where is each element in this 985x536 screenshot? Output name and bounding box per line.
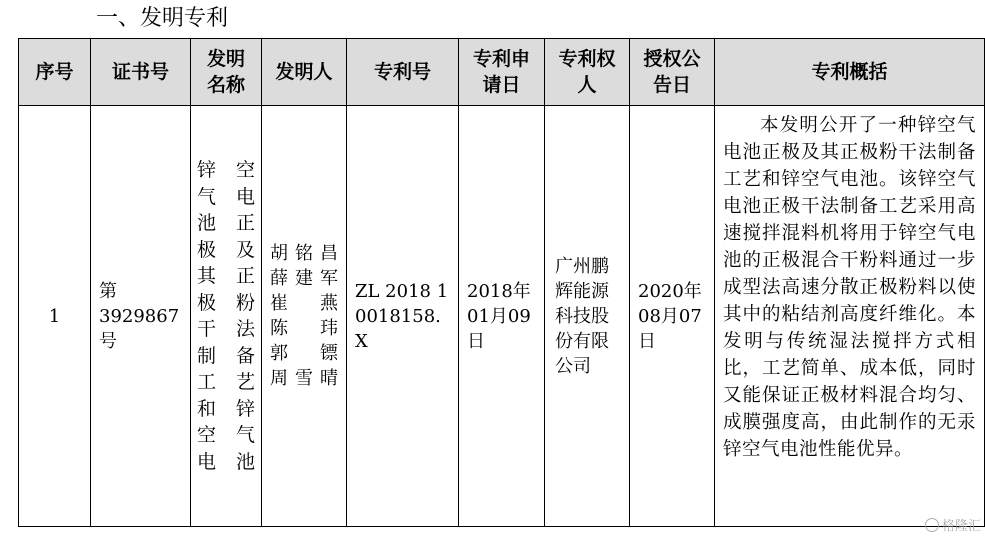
cell-line: 干法 [197,318,255,340]
invention-name-cell [191,106,262,527]
cell-line: 气电 [197,185,255,208]
summary-text: 本发明公开了一种锌空气电池正极及其正极粉干法制备工艺和锌空气电池。该锌空气电池正极干法制备工艺采用高速搅拌混料机将用于锌空气电池的正极混合干粉料通过一步成型法高速分散正极粉料以使其中的粘结剂高度纤维化。本发明与传统湿法搅拌方式相比，工艺简单、成本低，同时又能保证正极材料混合均匀、成膜强度高，由此制作的无汞锌空气电池性能优异。 [723,115,976,460]
cell-line: 其正 [197,265,255,287]
cell-line: 池正 [197,212,255,234]
table-row [19,106,985,527]
cell-line: 制备 [197,344,255,367]
patent-table [18,38,985,527]
header-cell: 专利概括 [715,39,985,106]
table-header-row [19,39,985,106]
cell-line: 胡铭昌 [270,243,338,264]
watermark [925,515,981,534]
patent-number-cell: ZL 2018 10018158.X [347,106,459,527]
section-title: 一、发明专利 [96,6,229,31]
header-cell: 发明人 [262,39,347,106]
grant-date-cell: 2020年 08月07 日 [630,106,715,527]
cell-line: 和锌 [197,397,255,420]
cell-line: 郭镖 [270,343,338,364]
watermark-text: 格隆汇 [941,519,981,534]
cell-line: 极及 [197,238,255,261]
serial-number-cell: 1 [19,106,91,527]
cell-line: 极粉 [197,291,255,314]
application-date-cell: 2018年 01月09 日 [459,106,545,527]
certificate-number-cell: 第 3929867 号 [91,106,191,527]
cell-line: 电池 [197,450,255,473]
header-cell: 专利号 [347,39,459,106]
header-cell: 专利权 人 [545,39,630,106]
header-cell: 专利申 请日 [459,39,545,106]
header-cell: 序号 [19,39,91,106]
cell-line: 工艺 [197,371,255,393]
inventor-cell [262,106,347,527]
cell-line: 薛建军 [270,268,338,289]
watermark-logo-icon [925,518,939,532]
header-cell: 证书号 [91,39,191,106]
patent-holder-cell: 广州鹏辉能源科技股份有限公司 [545,106,630,527]
cell-line: 空气 [197,424,255,446]
cell-line: 崔燕 [270,293,338,314]
cell-line: 锌空 [197,159,255,181]
cell-line: 周雪晴 [270,368,338,389]
header-cell: 授权公 告日 [630,39,715,106]
cell-line: 陈玮 [270,318,338,339]
patent-summary-cell [715,106,985,527]
header-cell: 发明 名称 [191,39,262,106]
